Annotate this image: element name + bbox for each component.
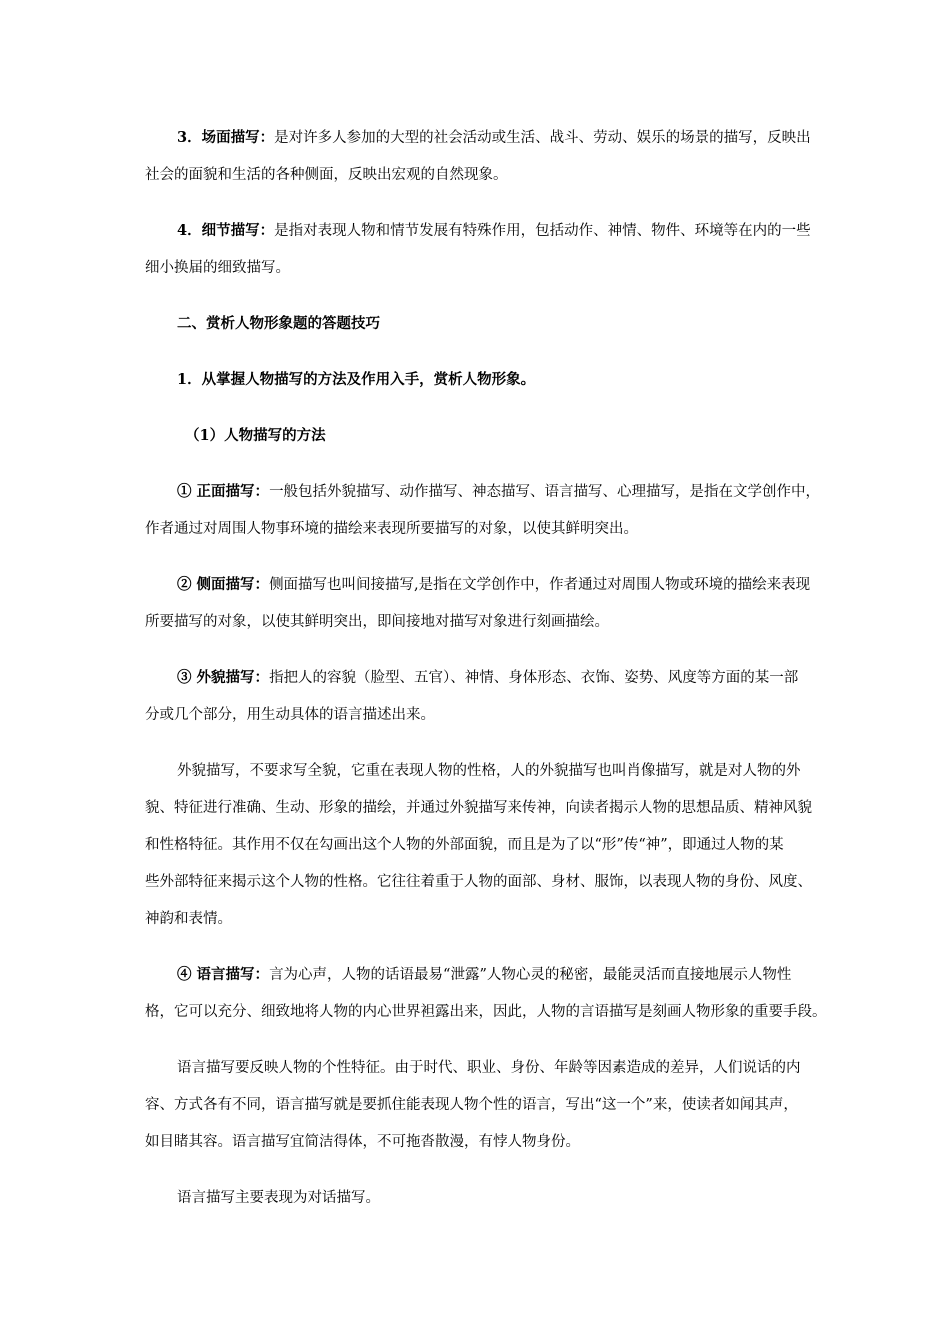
paragraph-appearance-description-line-2: 分或几个部分，用生动具体的语言描述出来。 xyxy=(145,707,435,723)
paragraph-scene-description-line-1 xyxy=(177,128,811,148)
paragraph-direct-description-line-1 xyxy=(177,482,820,502)
paragraph-appearance-detail-line-3: 和性格特征。其作用不仅在勾画出这个人物的外部面貌，而且是为了以“形”传“神”，即通过人物的某 xyxy=(145,837,784,853)
paragraph-speech-detail-line-1: 语言描写要反映人物的个性特征。由于时代、职业、身份、年龄等因素造成的差异，人们说话的内 xyxy=(177,1060,801,1076)
term-direct-description: ① 正面描写： xyxy=(177,483,270,500)
paragraph-appearance-detail-line-5: 神韵和表情。 xyxy=(145,911,232,927)
term-indirect-description: ② 侧面描写： xyxy=(177,576,270,593)
term-detail-description: 4．细节描写： xyxy=(177,222,275,239)
subsection-heading: 1．从掌握人物描写的方法及作用入手，赏析人物形象。 xyxy=(177,371,536,388)
paragraph-detail-description-line-1 xyxy=(177,221,811,241)
subsection-subheading: （1）人物描写的方法 xyxy=(185,427,326,444)
section-heading: 二、赏析人物形象题的答题技巧 xyxy=(177,315,380,332)
paragraph-appearance-detail-line-2: 貌、特征进行准确、生动、形象的描绘，并通过外貌描写来传神，向读者揭示人物的思想品质、精神风貌 xyxy=(145,800,812,816)
paragraph-speech-description-line-1 xyxy=(177,965,791,985)
definition-text: 侧面描写也叫间接描写,是指在文学创作中，作者通过对周围人物或环境的描绘来表现 xyxy=(269,577,811,593)
paragraph-appearance-detail-line-4: 些外部特征来揭示这个人物的性格。它往往着重于人物的面部、身材、服饰，以表现人物的身份、风度、 xyxy=(145,874,812,890)
paragraph-speech-description-line-2: 格，它可以充分、细致地将人物的内心世界袒露出来，因此，人物的言语描写是刻画人物形象的重要手段。 xyxy=(145,1004,827,1020)
paragraph-appearance-detail-line-1: 外貌描写，不要求写全貌，它重在表现人物的性格，人的外貌描写也叫肖像描写，就是对人物的外 xyxy=(177,763,801,779)
term-scene-description: 3．场面描写： xyxy=(177,129,275,146)
paragraph-speech-detail-line-3: 如目睹其容。语言描写宜简洁得体，不可拖沓散漫，有悖人物身份。 xyxy=(145,1134,580,1150)
term-speech-description: ④ 语言描写： xyxy=(177,966,270,983)
definition-text: 一般包括外貌描写、动作描写、神态描写、语言描写、心理描写，是指在文学创作中， xyxy=(269,484,821,500)
paragraph-dialogue: 语言描写主要表现为对话描写。 xyxy=(177,1190,380,1206)
paragraph-appearance-description-line-1 xyxy=(177,668,798,688)
paragraph-indirect-description-line-1 xyxy=(177,575,810,595)
definition-text: 是对许多人参加的大型的社会活动或生活、战斗、劳动、娱乐的场景的描写，反映出 xyxy=(274,130,811,146)
paragraph-speech-detail-line-2: 容、方式各有不同，语言描写就是要抓住能表现人物个性的语言，写出“这一个”来，使读者如闻其声， xyxy=(145,1097,798,1113)
paragraph-detail-description-line-2: 细小换届的细致描写。 xyxy=(145,260,290,276)
paragraph-direct-description-line-2: 作者通过对周围人物事环境的描绘来表现所要描写的对象，以使其鲜明突出。 xyxy=(145,521,638,537)
paragraph-scene-description-line-2: 社会的面貌和生活的各种侧面，反映出宏观的自然现象。 xyxy=(145,167,508,183)
definition-text: 指把人的容貌（脸型、五官）、神情、身体形态、衣饰、姿势、风度等方面的某一部 xyxy=(269,670,799,686)
term-appearance-description: ③ 外貌描写： xyxy=(177,669,270,686)
definition-text: 是指对表现人物和情节发展有特殊作用，包括动作、神情、物件、环境等在内的一些 xyxy=(274,223,811,239)
paragraph-indirect-description-line-2: 所要描写的对象，以使其鲜明突出，即间接地对描写对象进行刻画描绘。 xyxy=(145,614,609,630)
definition-text: 言为心声，人物的话语最易“泄露”人物心灵的秘密，最能灵活而直接地展示人物性 xyxy=(269,967,792,983)
